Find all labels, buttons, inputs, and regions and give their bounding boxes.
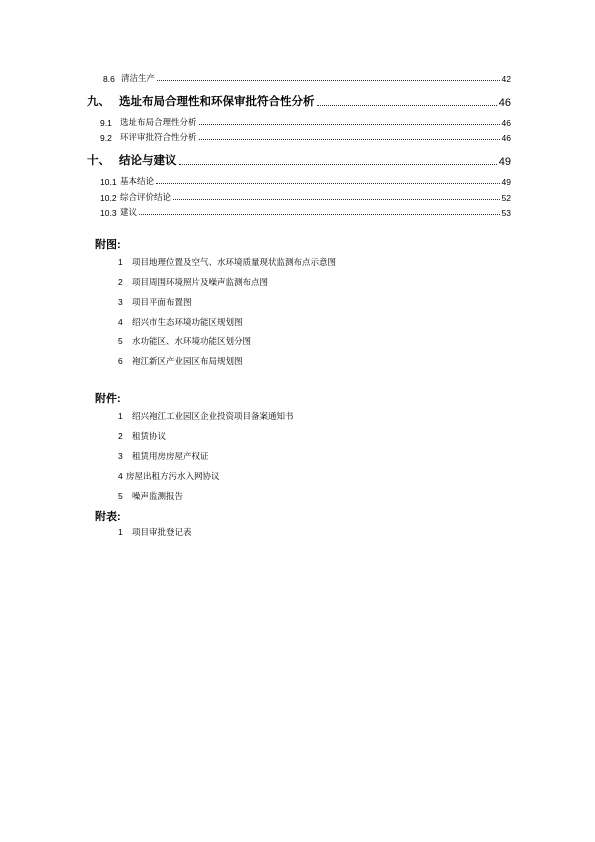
toc-number: 8.6 (103, 74, 115, 84)
item-number: 1 (118, 411, 123, 421)
toc-number: 9.1 (100, 118, 112, 128)
toc-title: 选址布局合理性分析 (120, 117, 197, 127)
toc-page: 49 (501, 177, 511, 187)
toc-entry-10-2[interactable] (100, 191, 511, 203)
toc-leader (173, 198, 500, 200)
toc-leader (179, 163, 497, 165)
toc-title: 综合评价结论 (120, 192, 172, 202)
item-text: 租赁用房房屋产权证 (132, 451, 209, 461)
toc-number: 10.1 (100, 177, 117, 187)
toc-entry-10-1[interactable] (100, 175, 511, 187)
toc-leader (139, 213, 500, 215)
figure-item (118, 296, 192, 308)
toc-entry-10-3[interactable] (100, 206, 511, 218)
toc-number: 十、 (87, 155, 110, 167)
toc-entry-9[interactable] (87, 93, 511, 109)
item-text: 项目地理位置及空气、水环境质量现状监测布点示意图 (132, 257, 337, 267)
tables-heading: 附表: (95, 511, 121, 523)
figure-item (118, 256, 336, 268)
item-number: 3 (118, 451, 123, 461)
item-number: 6 (118, 356, 123, 366)
toc-number: 10.3 (100, 208, 117, 218)
item-text: 项目周围环境照片及噪声监测布点图 (132, 277, 269, 287)
figure-item (118, 276, 268, 288)
item-text: 房屋出租方污水入网协议 (126, 471, 220, 481)
toc-page: 46 (501, 133, 511, 143)
toc-page: 52 (501, 193, 511, 203)
attachment-item (118, 450, 209, 462)
toc-page: 49 (498, 156, 511, 168)
item-number: 1 (118, 257, 123, 267)
toc-number: 10.2 (100, 193, 117, 203)
attachment-item (118, 430, 166, 442)
toc-number: 9.2 (100, 133, 112, 143)
figure-item (118, 316, 243, 328)
toc-title: 建议 (120, 207, 138, 217)
item-text: 绍兴市生态环境功能区规划图 (132, 317, 243, 327)
figure-item (118, 355, 243, 367)
toc-entry-9-2[interactable] (100, 131, 511, 143)
toc-title: 环评审批符合性分析 (120, 132, 197, 142)
item-text: 水功能区、水环境功能区划分图 (132, 336, 252, 346)
attachment-item (118, 470, 220, 482)
figures-heading: 附图: (95, 239, 121, 251)
toc-title: 结论与建议 (119, 155, 177, 167)
toc-leader (157, 79, 500, 81)
toc-leader (317, 104, 497, 106)
toc-leader (156, 182, 500, 184)
attachment-item (118, 490, 183, 502)
toc-page: 53 (501, 208, 511, 218)
toc-title: 选址布局合理性和环保审批符合性分析 (119, 96, 315, 108)
toc-leader (199, 138, 500, 140)
toc-entry-10[interactable] (87, 152, 511, 168)
toc-page: 46 (501, 118, 511, 128)
item-text: 项目审批登记表 (132, 527, 192, 537)
toc-entry-9-1[interactable] (100, 116, 511, 128)
item-number: 5 (118, 336, 123, 346)
item-number: 2 (118, 277, 123, 287)
item-number: 2 (118, 431, 123, 441)
toc-leader (199, 123, 500, 125)
item-number: 4 (118, 471, 123, 481)
attachment-item (118, 410, 294, 422)
toc-page: 42 (501, 74, 511, 84)
item-number: 5 (118, 491, 123, 501)
item-number: 1 (118, 527, 123, 537)
toc-number: 九、 (87, 96, 110, 108)
item-number: 3 (118, 297, 123, 307)
item-text: 租赁协议 (132, 431, 167, 441)
figure-item (118, 335, 251, 347)
item-text: 袍江新区产业园区布局规划图 (132, 356, 243, 366)
item-text: 噪声监测报告 (132, 491, 184, 501)
item-text: 绍兴袍江工业园区企业投资项目备案通知书 (132, 411, 294, 421)
toc-title: 清洁生产 (121, 73, 156, 83)
item-text: 项目平面布置图 (132, 297, 192, 307)
toc-entry-8-6[interactable] (103, 72, 511, 84)
table-item (118, 526, 192, 538)
toc-title: 基本结论 (120, 176, 155, 186)
item-number: 4 (118, 317, 123, 327)
attachments-heading: 附件: (95, 393, 121, 405)
toc-page: 46 (498, 97, 511, 109)
